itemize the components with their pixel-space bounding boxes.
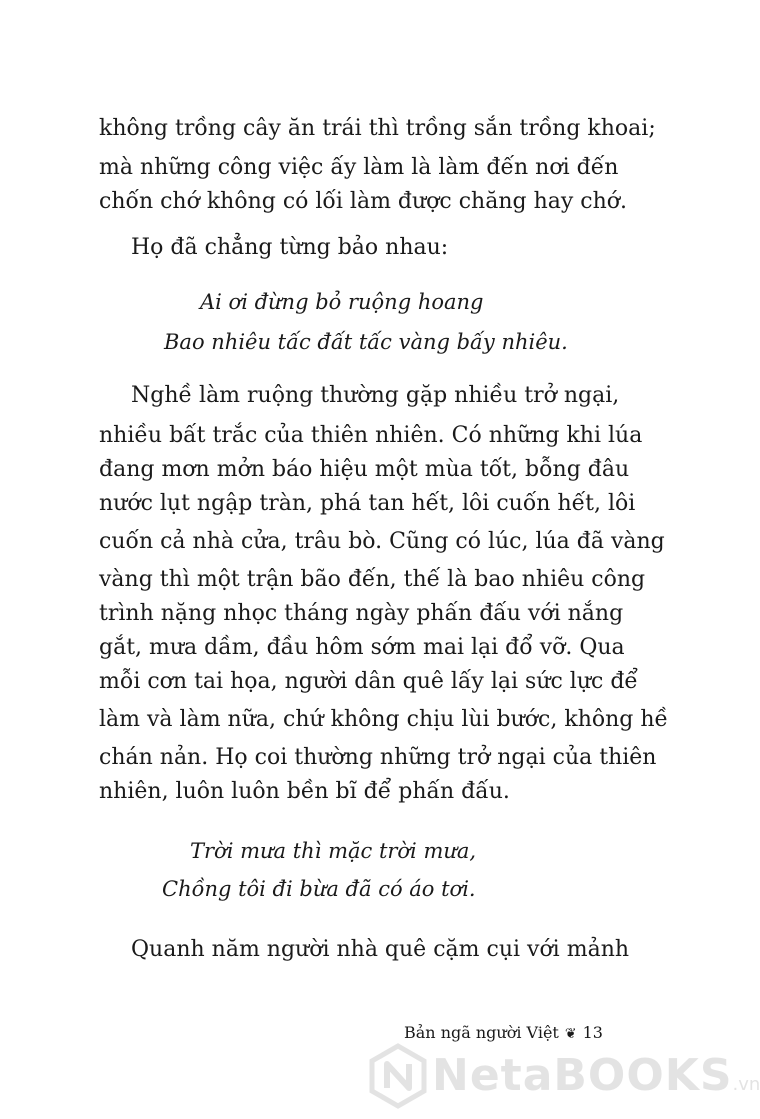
poem-line: Bao nhiêu tấc đất tấc vàng bấy nhiêu.: [164, 330, 568, 354]
text-line: nước lụt ngập tràn, phá tan hết, lôi cuốn hết, lôi: [99, 491, 636, 516]
text-line: chán nản. Họ coi thường những trở ngại của thiên: [99, 745, 657, 770]
text-line: Họ đã chẳng từng bảo nhau:: [131, 235, 449, 260]
ornament-icon: ❦: [564, 1026, 577, 1042]
text-line: đang mơn mởn báo hiệu một mùa tốt, bỗng đâu: [99, 457, 630, 482]
text-line: không trồng cây ăn trái thì trồng sắn trồng khoai;: [99, 116, 656, 141]
poem-line: Ai ơi đừng bỏ ruộng hoang: [200, 290, 484, 314]
text-line: vàng thì một trận bão đến, thế là bao nhiêu công: [99, 567, 646, 592]
text-line: mà những công việc ấy làm là làm đến nơi đến: [99, 155, 619, 180]
text-line: trình nặng nhọc tháng ngày phấn đấu với nắng: [99, 601, 624, 626]
text-line: làm và làm nữa, chứ không chịu lùi bước, không hề: [99, 707, 669, 732]
text-line: cuốn cả nhà cửa, trâu bò. Cũng có lúc, lúa đã vàng: [99, 529, 665, 554]
text-line: nhiều bất trắc của thiên nhiên. Có những khi lúa: [99, 423, 643, 448]
watermark: [370, 1038, 760, 1118]
watermark-brand: NetaBOOKS: [432, 1050, 733, 1101]
text-line: nhiên, luôn luôn bền bĩ để phấn đấu.: [99, 779, 510, 804]
text-line: mỗi cơn tai họa, người dân quê lấy lại sức lực để: [99, 669, 638, 694]
poem-line: Trời mưa thì mặc trời mưa,: [190, 839, 477, 863]
text-line: gắt, mưa dầm, đầu hôm sớm mai lại đổ vỡ. Qua: [99, 635, 625, 660]
watermark-text: [432, 1050, 760, 1101]
netabooks-logo-icon: [370, 1044, 426, 1108]
text-line: Quanh năm người nhà quê cặm cụi với mảnh: [131, 937, 630, 962]
watermark-suffix: .vn: [732, 1074, 760, 1095]
poem-line: Chồng tôi đi bừa đã có áo tơi.: [162, 877, 476, 901]
running-title: Bản ngã người Việt: [404, 1023, 559, 1042]
text-line: chốn chớ không có lối làm được chăng hay chớ.: [99, 189, 628, 214]
page-number: 13: [582, 1023, 603, 1042]
text-line: Nghề làm ruộng thường gặp nhiều trở ngại,: [131, 383, 620, 408]
